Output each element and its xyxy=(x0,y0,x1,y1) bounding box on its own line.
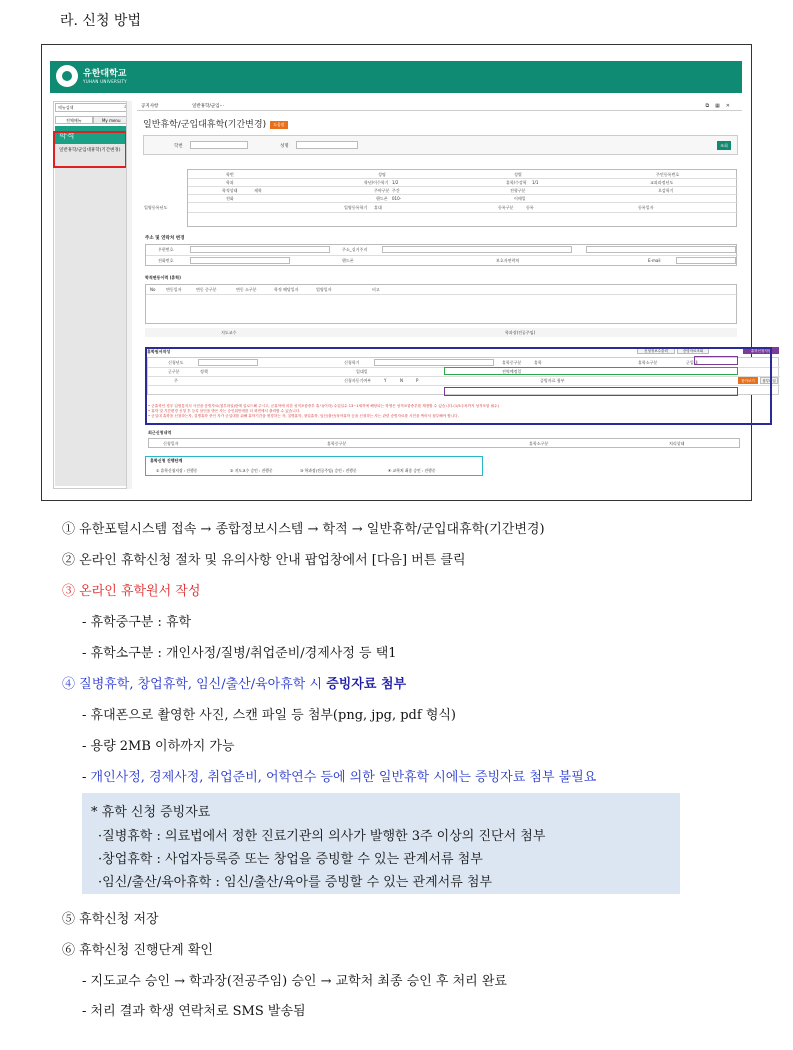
section-heading: 라. 신청 방법 xyxy=(60,13,141,29)
info-label: 성별 xyxy=(514,172,522,177)
step-4-detail: - 용량 2MB 이하까지 가능 xyxy=(82,739,235,754)
info-label: 교과과정년도 xyxy=(650,180,674,185)
progress-steps xyxy=(148,458,478,476)
form-label: 휴학중구분 xyxy=(502,360,522,365)
highlight-box-attachment xyxy=(444,387,738,396)
table-header: 업영일자 xyxy=(316,287,332,292)
address-label: 우편번호 xyxy=(158,247,174,252)
progress-step: ④ 교학처 최종 승인 : 진행중 xyxy=(388,468,436,473)
info-label: 학적상태 xyxy=(222,188,238,193)
student-info-grid xyxy=(144,169,737,227)
form-value: 정책 xyxy=(200,369,208,374)
address-label: E-mail xyxy=(648,258,661,263)
highlight-box-save xyxy=(694,356,738,365)
address-label: 주소_실거주지 xyxy=(342,247,368,252)
step-4-detail xyxy=(82,766,596,785)
table-header: 변동 소구분 xyxy=(236,287,257,292)
logo-name: 유한대학교 xyxy=(83,68,127,79)
dept-head-label: 학과장(전공주임) xyxy=(505,330,536,335)
recent-label: 신청일자 xyxy=(163,441,179,446)
radio-no[interactable]: N xyxy=(400,378,403,383)
sidebar-section-hakjeok[interactable]: 학적 xyxy=(55,126,130,144)
info-label: 핸드폰 xyxy=(376,196,388,201)
search-button[interactable]: 조회 xyxy=(717,141,731,150)
step-4-text: ④ 질병휴학, 창업휴학, 임신/출산/육아휴학 시 xyxy=(62,677,327,692)
info-label: 등록구분 xyxy=(498,205,514,210)
radio-p[interactable]: P xyxy=(416,378,419,383)
recent-section-title: 최근신청내역 xyxy=(148,430,172,435)
print-button[interactable]: 신청정보수출력 xyxy=(637,347,675,354)
info-value: 등록 xyxy=(526,205,534,210)
save-leave-button[interactable]: 휴학신청저장 xyxy=(743,347,779,354)
step-1: ① 유한포털시스템 접속 → 종합정보시스템 → 학적 → 일반휴학/군입대휴학(기간변경) xyxy=(62,522,545,537)
info-label: 학번 xyxy=(226,172,234,177)
history-table xyxy=(145,284,737,324)
table-header: No xyxy=(150,287,156,292)
step-6-detail: - 처리 결과 학생 연락처로 SMS 발송됨 xyxy=(82,1004,306,1019)
info-value: 1/2 xyxy=(392,180,399,185)
evidence-lookup-button[interactable]: 증빙자료조회 xyxy=(677,347,709,354)
evidence-attach-label: 증빙자료 첨부 xyxy=(540,378,565,383)
info-label: 성명 xyxy=(378,172,386,177)
help-badge[interactable]: 도움말 xyxy=(270,121,288,129)
attach-button[interactable]: 첨부파일 xyxy=(760,377,778,384)
page-title-text: 일반휴학/군입대휴학(기간변경) xyxy=(143,120,267,130)
address-section-title: 주소 및 연락처 변경 xyxy=(145,236,185,241)
step-4-detail: - 휴대폰으로 촬영한 사진, 스캔 파일 등 첨부(png, jpg, pdf 형식) xyxy=(82,708,457,723)
address-label: 핸드폰 xyxy=(342,258,354,263)
form-label: 휴학소구분 xyxy=(638,360,658,365)
menu-search-placeholder: 메뉴검색 xyxy=(58,105,74,110)
menu-search-input[interactable] xyxy=(55,103,130,112)
zipcode-input[interactable] xyxy=(190,246,330,253)
step-4 xyxy=(62,673,406,692)
sidebar-tabs xyxy=(55,116,130,124)
emblem-icon xyxy=(56,65,78,87)
address-input[interactable] xyxy=(382,246,572,253)
step-3-detail: - 휴학소구분 : 개인사정/질병/취업준비/경제사정 등 택1 xyxy=(82,646,397,661)
leave-main-type-value[interactable]: 휴학 xyxy=(534,360,542,365)
notice-line: • 군휴학인 경우 입영통지서 사진을 증빙자료(첨부파일)란에 업로드해 주시고, 군휴학에 의한 성적포함중부 휴시(이하) 수업일수 13~1세까에 해당되는 학생은 성적포함중부를 제정할 수 있습니다.(1/5주차까지 성적포함 필수) xyxy=(148,404,500,408)
search-panel xyxy=(143,135,738,155)
recent-label: 휴학소구분 xyxy=(529,441,549,446)
address-label: 전화번호 xyxy=(158,258,174,263)
notice-line: • 군입대 휴학을 신청하는자, 질병휴학 중인 자가 군입대를 위해 휴학기간을 변경하는 자, 질병휴학, 창업휴학, 임신/출산/육아휴학 등을 신청하는 자는 관련 증빙자료를 사진을 찍어서 첨부해야 합니다. xyxy=(148,414,459,418)
phone-input[interactable] xyxy=(190,257,290,264)
tab-bar xyxy=(137,101,742,111)
info-value: 1/1 xyxy=(532,180,539,185)
student-id-label: 학번 xyxy=(174,144,183,149)
step-5: ⑤ 휴학신청 저장 xyxy=(62,912,159,927)
step-6-detail: - 지도교수 승인 → 학과장(전공주임) 승인 → 교학처 최종 승인 후 처리 완료 xyxy=(82,974,507,989)
progress-step: ① 휴학신청저장 : 진행중 xyxy=(156,468,198,473)
info-label: 주민등록번호 xyxy=(656,172,680,177)
table-header: 변동일자 xyxy=(166,287,182,292)
table-header: 비고 xyxy=(372,287,380,292)
form-label: 입대일 xyxy=(356,369,368,374)
info-value: 휴대 xyxy=(374,205,382,210)
logo-sub: YUHAN UNIVERSITY xyxy=(83,78,127,84)
address-label: 보호자연락처 xyxy=(496,258,520,263)
progress-title: 휴학신청 진행단계 xyxy=(150,458,183,463)
recent-label: 휴학중구분 xyxy=(327,441,347,446)
info-value: 재학 xyxy=(254,188,262,193)
window-controls-icon[interactable]: ⧉▦✕ xyxy=(705,103,736,109)
step-6: ⑥ 휴학신청 진행단계 확인 xyxy=(62,943,213,958)
portal-header xyxy=(50,61,742,93)
apply-section-title: 휴학원서작성 xyxy=(147,349,171,354)
info-label: 학과 xyxy=(226,180,234,185)
progress-step: ③ 학과장(전공주임) 승인 : 진행중 xyxy=(300,468,357,473)
step-4-note: 개인사정, 경제사정, 취업준비, 어학연수 등에 의한 일반휴학 시에는 증빙자료 첨부 불필요 xyxy=(90,770,597,785)
form-label: 주 xyxy=(174,378,178,383)
address-grid xyxy=(145,244,737,266)
leave-sub-type-value[interactable]: 군입대 xyxy=(686,360,698,365)
step-3-detail: - 휴학중구분 : 휴학 xyxy=(82,615,192,630)
tab-notice[interactable]: 공지사항 xyxy=(141,104,159,109)
screenshot-figure xyxy=(41,44,776,501)
bullet-dash: - xyxy=(82,770,91,785)
name-input[interactable] xyxy=(296,141,358,149)
step-2: ② 온라인 휴학신청 절차 및 유의사항 안내 팝업창에서 [다음] 버튼 클릭 xyxy=(62,553,466,568)
note-item: ·질병휴학 : 의료법에서 정한 진료기관의 의사가 발행한 3주 이상의 진단서 첨부 xyxy=(98,829,546,844)
progress-step: ② 지도교수 승인 : 진행중 xyxy=(230,468,273,473)
info-label: 이메일 xyxy=(514,196,526,201)
tab-leave[interactable]: 일반휴학/군입··· xyxy=(192,104,224,109)
info-label: 전화 xyxy=(226,196,234,201)
form-label: 신청학기 xyxy=(344,360,360,365)
tab-my-menu[interactable]: My menu xyxy=(93,116,131,124)
browse-button[interactable]: 찾아보기 xyxy=(738,377,758,384)
notice-line: • 휴학 및 기간변경 신청 후 등록 삼인을 받은 자는 승인취민에를 더 화면에서 출력할 수 있습니다. xyxy=(148,409,301,413)
notice-text xyxy=(148,404,748,419)
note-item: ·창업휴학 : 사업자등록증 또는 창업을 증빙할 수 있는 관계서류 첨부 xyxy=(98,852,483,867)
student-id-input[interactable] xyxy=(190,141,248,149)
info-label: 휴학/수강학 xyxy=(506,180,527,185)
step-3: ③ 온라인 휴학원서 작성 xyxy=(62,584,201,599)
email-input[interactable] xyxy=(676,257,736,264)
info-label: 주야구분 xyxy=(374,188,390,193)
highlight-box-menu xyxy=(53,131,127,168)
info-label: 오감학기 xyxy=(658,188,674,193)
info-label: 학년/이수학기 xyxy=(364,180,389,185)
form-label: 신청자동기여부 xyxy=(344,378,372,383)
table-header: 변동 중구분 xyxy=(196,287,217,292)
recent-label: 처리상태 xyxy=(669,441,685,446)
tab-all-menu[interactable]: 전체메뉴 xyxy=(55,116,93,124)
main-panel xyxy=(137,101,776,491)
highlight-box-leave-type xyxy=(444,367,738,375)
info-label: 입영등록년도 xyxy=(144,205,168,210)
info-value: 010- xyxy=(392,196,402,201)
university-logo xyxy=(56,65,127,87)
sidebar-menu xyxy=(55,126,130,486)
recent-grid xyxy=(148,438,740,448)
evidence-note-box xyxy=(82,793,680,894)
approver-row xyxy=(145,328,737,337)
info-value: 주간 xyxy=(392,188,400,193)
form-label: 신청년도 xyxy=(168,360,184,365)
step-4-emphasis: 증빙자료 첨부 xyxy=(326,677,407,692)
form-label: 군구분 xyxy=(168,369,180,374)
form-label: 전역예정일 xyxy=(502,369,522,374)
advisor-label: 지도교수 xyxy=(221,330,237,335)
note-item: ·임신/출산/육아휴학 : 임신/출산/육아를 증빙할 수 있는 관계서류 첨부 xyxy=(98,875,493,890)
radio-yes[interactable]: Y xyxy=(384,378,387,383)
sidebar-item-leave[interactable]: 일반휴학/군입대휴학(기간변경) xyxy=(59,148,121,153)
info-label: 전형구분 xyxy=(510,188,526,193)
name-label: 성명 xyxy=(280,144,289,149)
history-section-title: 학적변동이력 (휴학) xyxy=(145,275,181,280)
page-title xyxy=(143,117,288,130)
note-title: * 휴학 신청 증빙자료 xyxy=(91,805,211,820)
table-header: 학적 해당일자 xyxy=(274,287,299,292)
address-detail-input[interactable] xyxy=(586,246,736,253)
info-label: 입영등록학기 xyxy=(344,205,368,210)
info-label: 등록일자 xyxy=(638,205,654,210)
sidebar-scrollbar[interactable] xyxy=(126,101,132,489)
